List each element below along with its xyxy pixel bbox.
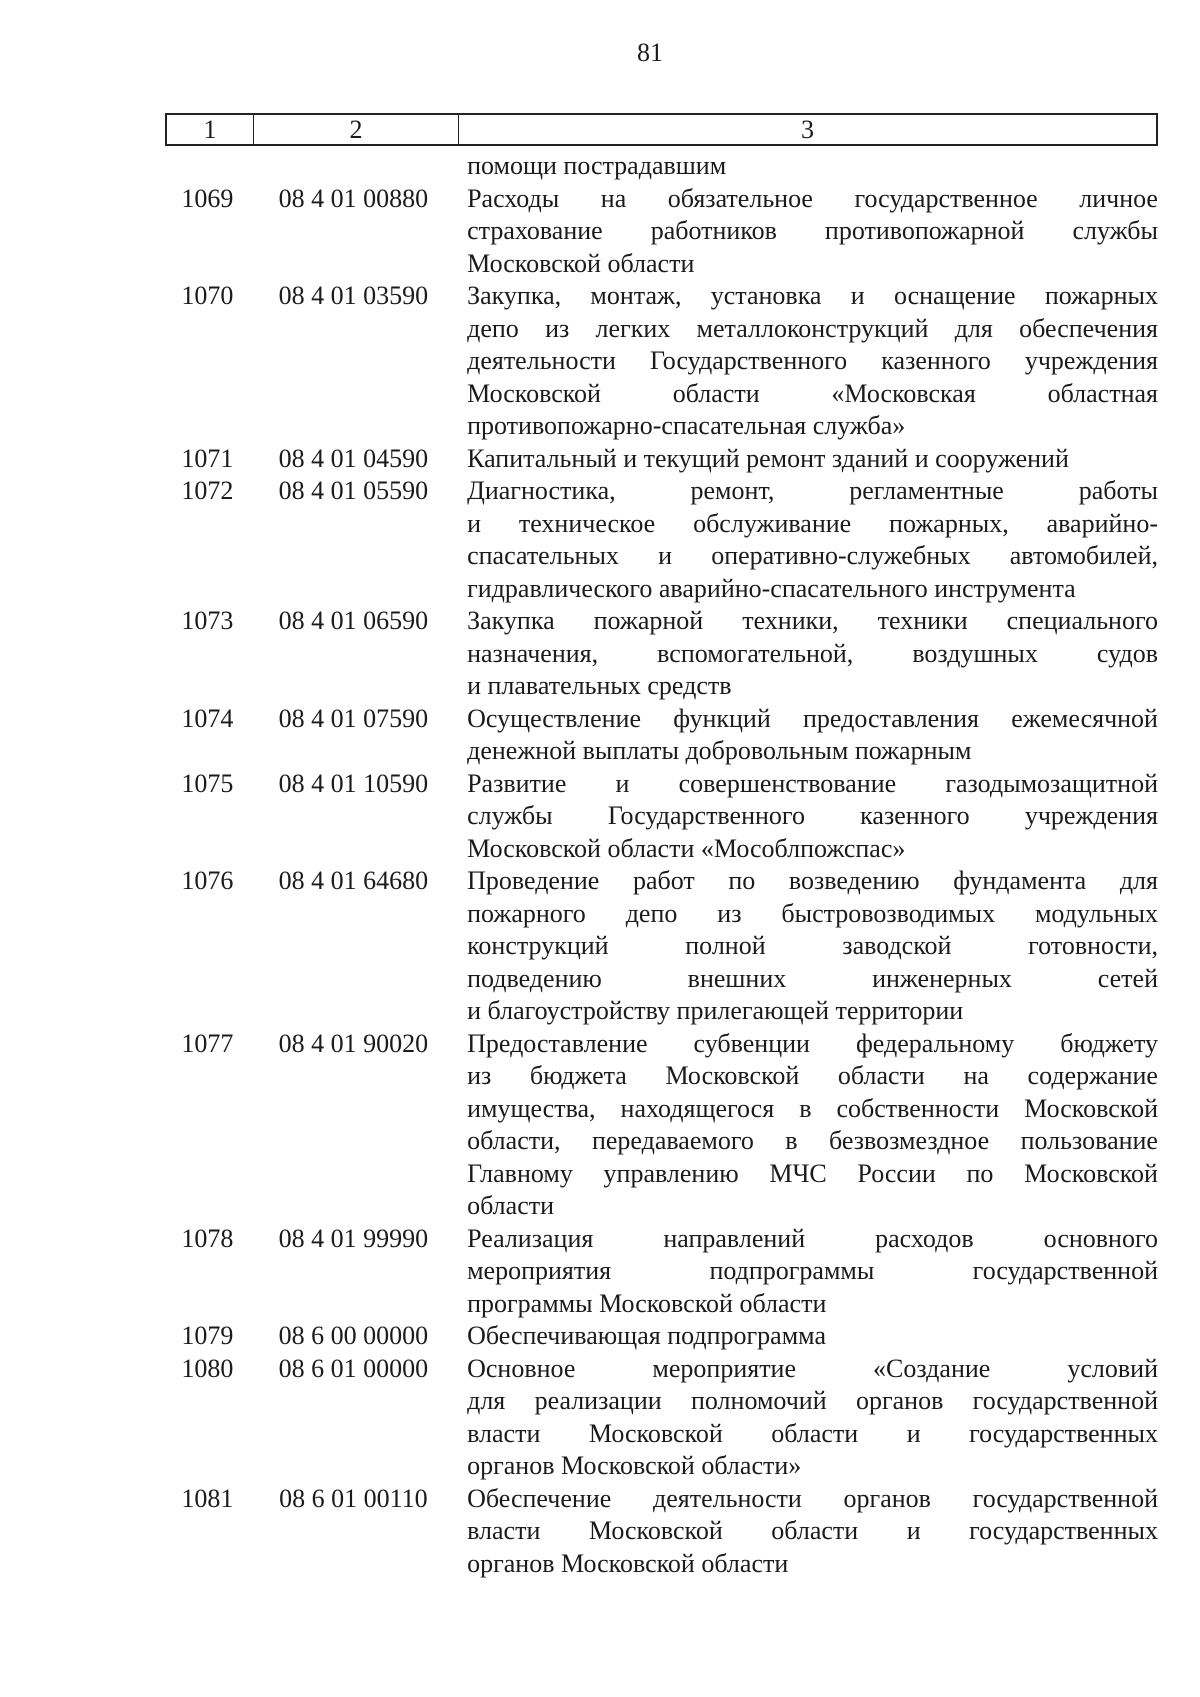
description-line: Московской области «Мособлпожспас» [467, 833, 906, 863]
table-row [165, 865, 1158, 1028]
row-code: 08 4 01 03590 [278, 281, 429, 310]
row-number: 1072 [181, 476, 234, 505]
description-line: Закупка пожарной техники, техники специального [467, 606, 1158, 635]
header-col-2: 2 [254, 115, 459, 144]
description-line: депо из легких металлоконструкций для обеспечения [467, 313, 1158, 343]
row-number: 1076 [181, 866, 234, 895]
row-code: 08 4 01 90020 [278, 1028, 429, 1058]
description-line: программы Московской области [467, 1288, 827, 1318]
row-description [467, 1223, 1158, 1321]
table-header [165, 113, 1158, 146]
description-line: Проведение работ по возведению фундамента для [467, 866, 1158, 895]
table-row [165, 1028, 1158, 1223]
row-number: 1079 [181, 1321, 234, 1350]
row-code: 08 4 01 10590 [278, 768, 429, 798]
table-row [165, 1353, 1158, 1483]
description-line: и плавательных средств [467, 671, 732, 700]
row-description [467, 865, 1158, 1028]
row-description [467, 768, 1158, 866]
description-line: области, передаваемого в безвозмездное пользование [467, 1126, 1158, 1155]
description-line: денежной выплаты добровольным пожарным [467, 736, 972, 765]
description-line: мероприятия подпрограммы государственной [467, 1256, 1158, 1285]
header-col-3: 3 [801, 114, 814, 144]
description-line: деятельности Государственного казенного учреждения [467, 346, 1158, 375]
row-description [467, 703, 1158, 768]
row-code: 08 4 01 00880 [278, 183, 429, 213]
table-row [165, 150, 1158, 183]
description-line: для реализации полномочий органов государственной [467, 1386, 1158, 1415]
table-row [165, 1223, 1158, 1321]
row-number: 1074 [181, 703, 234, 733]
description-line: Обеспечение деятельности органов государственной [467, 1483, 1158, 1513]
row-number: 1080 [181, 1353, 234, 1383]
table-row [165, 768, 1158, 866]
description-line: Предоставление субвенции федеральному бюджету [467, 1028, 1158, 1058]
table-row [165, 605, 1158, 703]
row-number: 1077 [181, 1028, 234, 1058]
description-line: спасательных и оперативно-служебных автомобилей, [467, 541, 1158, 570]
row-description [467, 1483, 1158, 1581]
description-line: имущества, находящегося в собственности Московской [467, 1093, 1158, 1123]
row-code: 08 6 01 00110 [279, 1483, 428, 1513]
row-code: 08 4 01 05590 [278, 476, 429, 505]
table-row [165, 443, 1158, 476]
description-line: Капитальный и текущий ремонт зданий и сооружений [467, 443, 1069, 473]
description-line: Московской области [467, 248, 695, 278]
row-description [467, 150, 1158, 183]
description-line: страхование работников противопожарной службы [467, 216, 1158, 245]
page-number: 81 [637, 38, 663, 67]
description-line: органов Московской области [467, 1548, 789, 1578]
description-line: подведению внешних инженерных сетей [467, 963, 1158, 993]
row-number: 1070 [181, 281, 234, 310]
description-line: власти Московской области и государственных [467, 1418, 1158, 1448]
table-row [165, 1483, 1158, 1581]
description-line: Реализация направлений расходов основного [467, 1223, 1158, 1253]
header-col-1: 1 [167, 115, 254, 144]
description-line: конструкций полной заводской готовности, [467, 931, 1158, 960]
table-row [165, 475, 1158, 605]
description-line: гидравлического аварийно-спасательного инструмента [467, 573, 1076, 603]
table-row [165, 183, 1158, 281]
row-number: 1078 [181, 1223, 234, 1253]
row-description [467, 183, 1158, 281]
description-line: власти Московской области и государственных [467, 1516, 1158, 1545]
row-number: 1081 [181, 1483, 234, 1513]
row-code: 08 4 01 07590 [278, 703, 429, 733]
row-description [467, 280, 1158, 443]
row-number: 1073 [181, 606, 234, 635]
row-description [467, 475, 1158, 605]
row-code: 08 6 00 00000 [278, 1321, 429, 1350]
row-description [467, 1353, 1158, 1483]
row-number: 1075 [181, 768, 234, 798]
table-row [165, 280, 1158, 443]
description-line: Московской области «Московская областная [467, 378, 1158, 408]
description-line: назначения, вспомогательной, воздушных судов [467, 638, 1158, 668]
description-line: противопожарно-спасательная служба» [467, 411, 906, 440]
description-line: службы Государственного казенного учреждения [467, 801, 1158, 830]
description-line: и благоустройству прилегающей территории [467, 996, 964, 1025]
table-body [165, 150, 1158, 1580]
row-code: 08 4 01 64680 [278, 866, 429, 895]
row-number: 1069 [181, 183, 234, 213]
row-description [467, 443, 1158, 476]
row-code: 08 4 01 99990 [278, 1223, 429, 1253]
description-line: и техническое обслуживание пожарных, аварийно- [467, 508, 1158, 538]
row-number: 1071 [181, 443, 234, 473]
description-line: Диагностика, ремонт, регламентные работы [467, 476, 1158, 505]
description-line: области [467, 1191, 555, 1220]
description-line: пожарного депо из быстровозводимых модульных [467, 898, 1158, 928]
description-line: Закупка, монтаж, установка и оснащение пожарных [467, 281, 1158, 310]
description-line: Осуществление функций предоставления ежемесячной [467, 703, 1158, 733]
table-row [165, 703, 1158, 768]
description-line: Главному управлению МЧС России по Московской [467, 1158, 1158, 1188]
row-code: 08 6 01 00000 [278, 1353, 429, 1383]
description-line: Расходы на обязательное государственное личное [467, 183, 1158, 213]
description-line: из бюджета Московской области на содержание [467, 1061, 1158, 1090]
description-line: Обеспечивающая подпрограмма [467, 1321, 826, 1350]
table-row [165, 1320, 1158, 1353]
row-description [467, 1028, 1158, 1223]
row-description [467, 605, 1158, 703]
description-line: Развитие и совершенствование газодымозащитной [467, 768, 1158, 798]
description-line: органов Московской области» [467, 1451, 802, 1480]
description-line: помощи пострадавшим [467, 151, 727, 180]
description-line: Основное мероприятие «Создание условий [467, 1353, 1158, 1383]
row-code: 08 4 01 04590 [278, 443, 429, 473]
row-description [467, 1320, 1158, 1353]
row-code: 08 4 01 06590 [278, 606, 429, 635]
